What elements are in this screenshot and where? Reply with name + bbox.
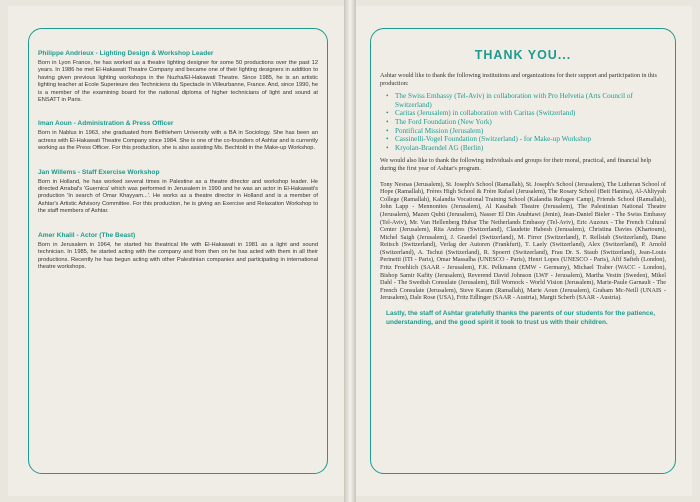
binding-gutter xyxy=(344,0,356,502)
bio-body: Born in Nablus in 1963, she graduated from Bethlehem University with a BA in Sociology. She has been an actress with El-Hakawati Theatre Company since 1984. She is one of the co-founders of Ashtar and is currently working as the Press Officer. For this production, she is also assisting Ms. Bechtold in the Make-up Workshop. xyxy=(38,130,318,152)
bio-body: Born in Holland, he has worked several times in Palestine as a theatre director and workshop leader. He directed Arrabal's 'Guernica' which was performed in Jerusalem in 1990 and he was an actor in El-Hakawati's production 'In search of Omar Khayyam...'. He works as a theatre director in Holland and is a member of Ashtar's Artistic Advisory Committee. For this production, he is giving an Exercise and Relaxation Workshop to the staff members of Ashtar. xyxy=(38,178,318,215)
bio-heading: Iman Aoun - Administration & Press Officer xyxy=(38,120,174,128)
bio-heading: Philippe Andrieux - Lighting Design & Workshop Leader xyxy=(38,50,214,57)
thanks-intro: Ashtar would like to thank the following institutions and organizations for their support and participation in this production: xyxy=(380,72,657,87)
organization-item: • Caritas (Jerusalem) in collaboration with Caritas (Switzerland) xyxy=(386,109,666,118)
bio-heading: Jan Willems - Staff Exercise Workshop xyxy=(38,168,160,176)
right-page xyxy=(356,6,692,496)
organization-item: • The Ford Foundation (New York) xyxy=(386,118,666,127)
organization-item: • Kryolan-Braendel AG (Berlin) xyxy=(386,144,666,153)
bio-heading: Amer Khalil - Actor (The Beast) xyxy=(38,231,136,239)
bio-iman-aoun xyxy=(38,120,318,152)
individuals-list: Tony Nesnas (Jerusalem), St. Joseph's School (Ramallah), St. Joseph's School (Jerusalem), The Lutheran School of Hope (Ramallah), Frères High School & Frère Rafael (Jerusalem), The Rosary School (Beit Hanina), Al-Ahliyyah College (Ramallah), Kalandia Vocational Training School (Kalandia Refugee Camp), Friends School (Ramallah), John Lapp - Mennonites (Jerusalem), Al Kasabah Theatre (Jerusalem), The Palestinian National Theatre (Jerusalem), Mazen Qubti (Jerusalem), Nasser El Din Anabtawi (Jenin), Jean-Daniel Bieler - The Swiss Embassy (Tel-Aviv), Mr. Van Hellenberg Hubar The Netherlands Embassy (Tel-Aviv), Eric Auzoux - The French Cultural Center (Jerusalem), Rita Andres (Switzerland), Claudette Habesh (Jerusalem), Christina Davies (Khartoum), Michel Saigh (Jerusalem), J. Graedel (Switzerland), M. Firrer (Switzerland), F. Rellstab (Switzerland), Diane Reitsch (Switzerland), Verlag der Autoren (Frankfurt), T. Laely (Switzerland), Alex (Switzerland), P. Arnold (Switzerland), A. Tschui (Switzerland), R. Spoerri (Switzerland), Frau Dr. S. Staub (Switzerland), Jean-Louis Perinetti (ITI - Paris), Omar Massalha (UNESCO - Paris), Henri Lopes (UNESCO - Paris), Afif Safieh (London), Fritz Froehlich (SAAR - Jerusalem), F.K. Pelkmann (EMW - Germany), Michael Traber (WACC - London), Bishop Samir Kafity (Jerusalem), Reverend David Johnson (LWF - Jerusalem), Martha Vestin (Sweden), Mikel Dahl - The Swedish Consulate (Jerusalem), Bill Wornock - World Vision (Jerusalem), Marie-Paule Garnault - The French Consulate (Jerusalem), Steve Karam (Ramallah), Marie Aoun (Jerusalem), Graham Mc-Neill (UNAIS - Jerusalem), Dale Rose (USA), Fritz Edlinger (SAAR - Austria), Margit Scherb (SAAR - Austria). xyxy=(380,180,666,302)
organizations-list xyxy=(380,92,666,152)
organization-item: • Cassinelli-Vogel Foundation (Switzerland) - for Make-up Workshop xyxy=(386,135,666,144)
thanks-intro-individuals: We would also like to thank the following individuals and groups for their moral, practical, and financial help during the first year of Ashtar's program. xyxy=(380,157,652,172)
bio-jan-willems xyxy=(38,169,318,216)
organization-item: • The Swiss Embassy (Tel-Aviv) in collaboration with Pro Helvetia (Arts Council of Switzerland) xyxy=(386,92,666,109)
bio-body: Born in Lyon France, he has worked as a theatre lighting designer for some 50 productions over the past 12 years. In 1986 he met El-Hakawati Theatre Company and became one of their lighting designers in addition to having given previous lighting workshops in the Nuzha/El-Hakawati Theatre. Since 1985, he is an artistic lighting teacher at Ecole Superieure des Techniciens du Spectacle in Villeurbanne, France. And, since 1990, he is a member of the examining board for the national diploma of higher technicians of light and sound at ENSATT in Paris. xyxy=(38,60,318,104)
organization-item: • Pontifical Mission (Jerusalem) xyxy=(386,127,666,136)
bio-body: Born in Jerusalem in 1964, he started his theatrical life with El-Hakawati in 1981 as a light and sound technician. In 1985, he started acting with the company and from then on he has acted with them in all their productions. Recently he has begun acting with other Palestinian companies and participating in international theatre workshops. xyxy=(38,241,318,270)
bios-section xyxy=(38,42,318,462)
thank-you-title: THANK YOU... xyxy=(474,48,572,62)
thanks-section xyxy=(380,42,666,466)
closing-note: Lastly, the staff of Ashtar gratefully thanks the parents of our students for the patience, understanding, and the good spirit it took to trust us with their children. xyxy=(386,310,656,326)
left-page xyxy=(8,6,344,496)
bio-philippe-andrieux xyxy=(38,50,318,104)
bio-amer-khalil xyxy=(38,232,318,272)
